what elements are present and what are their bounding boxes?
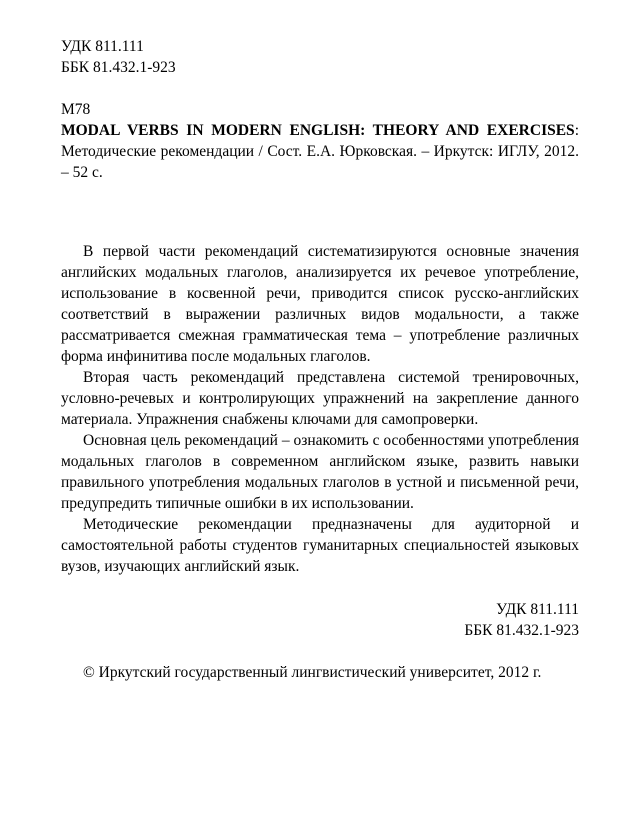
bbk-code: ББК 81.432.1-923: [61, 59, 176, 76]
spacer: [61, 183, 579, 241]
abstract-paragraph-1: В первой части рекомендаций систематизируются основные значения английских модальных глаголов, анализируется их речевое употребление, использование в косвенной речи, приводится список русско-английских соответствий в выражении различных видов модальности, а также рассматривается смежная грамматическая тема – употребление различных форма инфинитива после модальных глаголов.: [61, 243, 579, 365]
udk-code: УДК 811.111: [61, 38, 144, 55]
spacer: [61, 78, 579, 99]
abstract-paragraph-3: Основная цель рекомендаций – ознакомить с особенностями употребления модальных глаголов в современном английском языке, развить навыки правильного употребления модальных глаголов в устной и письменной речи, предупредить типичные ошибки в их использовании.: [61, 432, 579, 512]
book-title: MODAL VERBS IN MODERN ENGLISH: THEORY AND EXERCISES: [61, 122, 575, 139]
footer-bbk-code: ББК 81.432.1-923: [464, 622, 579, 639]
classification-block: [61, 599, 579, 641]
bibliographic-entry: [61, 120, 579, 183]
bibliographic-details: : Методические рекомендации / Сост. Е.А. Юрковская. – Иркутск: ИГЛУ, 2012. – 52 с.: [61, 122, 579, 181]
abstract: [61, 241, 579, 577]
author-mark: М78: [61, 101, 91, 118]
abstract-paragraph-4: Методические рекомендации предназначены для аудиторной и самостоятельной работы студентов гуманитарных специальностей языковых вузов, изучающих английский язык.: [61, 516, 579, 575]
copyright-notice: © Иркутский государственный лингвистический университет, 2012 г.: [83, 664, 542, 681]
footer-udk-code: УДК 811.111: [496, 601, 579, 618]
document-page: [61, 36, 579, 683]
abstract-paragraph-2: Вторая часть рекомендаций представлена системой тренировочных, условно-речевых и контролирующих упражнений на закрепление данного материала. Упражнения снабжены ключами для самопроверки.: [61, 369, 579, 428]
